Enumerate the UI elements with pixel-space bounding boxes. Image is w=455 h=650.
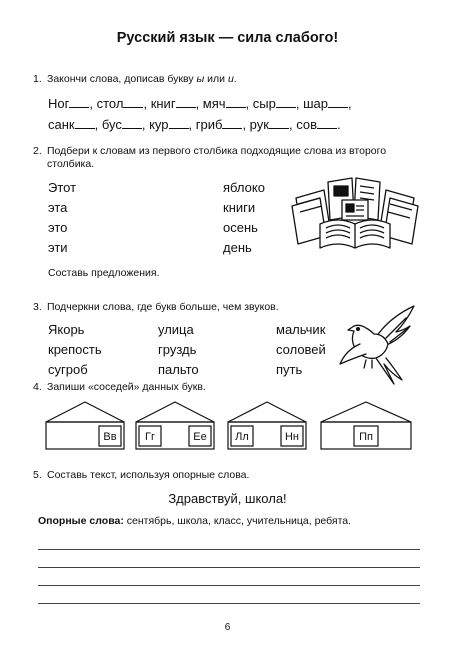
page-number: 6 [224,622,231,633]
question-text: Составь текст, используя опорные слова. [47,469,250,481]
support-words [38,515,351,527]
column1-word: это [48,220,68,235]
text-heading: Здравствуй, школа! [168,491,287,506]
column2-word: осень [223,220,258,235]
column3-word: соловей [276,342,326,357]
question-1 [33,73,433,87]
answer-blank[interactable] [176,96,196,108]
answer-blank[interactable] [69,96,89,108]
column2-word: груздь [158,342,197,357]
answer-blank[interactable] [169,117,189,129]
question-text: Запиши «соседей» данных букв. [47,381,206,393]
column1-word: Якорь [48,322,85,337]
column1-word: сугроб [48,362,88,377]
answer-blank[interactable] [317,117,337,129]
answer-blank[interactable] [276,96,296,108]
page-title: Русский язык — сила слабого! [116,30,339,46]
word-stem: рук [249,117,269,132]
word-stem: Ног [48,96,70,111]
letter-house [227,400,307,450]
question-text: Закончи слова, дописав букву ы или и. [47,73,237,85]
column1-word: крепость [48,342,102,357]
word-stem: санк [48,117,75,132]
word-stem: сов [296,117,317,132]
column2-word: день [223,240,252,255]
writing-line[interactable] [38,585,420,586]
question-text: Подбери к словам из первого столбика подходящие слова из второго столбика. [47,145,387,170]
column1-word: Этот [48,180,77,195]
word-stem: шар [303,96,328,111]
question-3 [33,301,343,315]
column1-word: эта [48,200,68,215]
writing-line[interactable] [38,603,420,604]
letter-left: Лл [235,431,249,443]
column3-word: путь [276,362,303,377]
answer-blank[interactable] [226,96,246,108]
answer-blank[interactable] [122,117,142,129]
column2-word: яблоко [223,180,265,195]
word-completion-rows [48,96,428,136]
letter-right: Ее [193,431,207,443]
word-stem: книг [150,96,176,111]
word-stem: сыр [252,96,276,111]
answer-blank[interactable] [222,117,242,129]
letter-houses [45,400,445,450]
question-number: 5. [33,469,42,481]
word-stem: гриб [195,117,223,132]
column3-word: мальчик [276,322,326,337]
letter-right: Вв [103,431,117,443]
question-number: 4. [33,381,42,393]
question-2 [33,145,433,173]
word-row-1: Ног , стол , книг , мяч , сыр , шар , [48,96,352,111]
question-5 [33,469,333,483]
question-text: Подчеркни слова, где букв больше, чем звуков. [47,301,279,313]
letter-house [320,400,412,450]
question-4 [33,381,333,395]
letter-right: Нн [284,431,300,443]
word-row-2: санк , бус , кур , гриб , рук , сов . [48,117,341,132]
word-stem: кур [149,117,169,132]
answer-blank[interactable] [123,96,143,108]
word-stem: стол [96,96,124,111]
column2-word: пальто [158,362,199,377]
question-number: 1. [33,73,42,85]
letter-house [45,400,125,450]
letter-left: Гг [145,431,155,443]
question-number: 3. [33,301,42,313]
bird-illustration [336,300,418,388]
support-words-label: Опорные слова: [38,515,124,527]
column2-word: книги [223,200,256,215]
letter-center: Пп [359,431,373,443]
word-stem: бус [101,117,122,132]
writing-line[interactable] [38,567,420,568]
column2-word: улица [158,322,194,337]
letter-house [135,400,215,450]
answer-blank[interactable] [328,96,348,108]
word-stem: мяч [202,96,226,111]
writing-line[interactable] [38,549,420,550]
word-columns [48,180,278,260]
answer-blank[interactable] [269,117,289,129]
question-number: 2. [33,145,42,157]
answer-blank[interactable] [75,117,95,129]
task-instruction: Составь предложения. [48,267,160,279]
books-illustration [290,176,420,251]
word-columns [48,322,338,382]
column1-word: эти [48,240,68,255]
support-words-list: сентябрь, школа, класс, учительница, ребята. [123,515,352,527]
